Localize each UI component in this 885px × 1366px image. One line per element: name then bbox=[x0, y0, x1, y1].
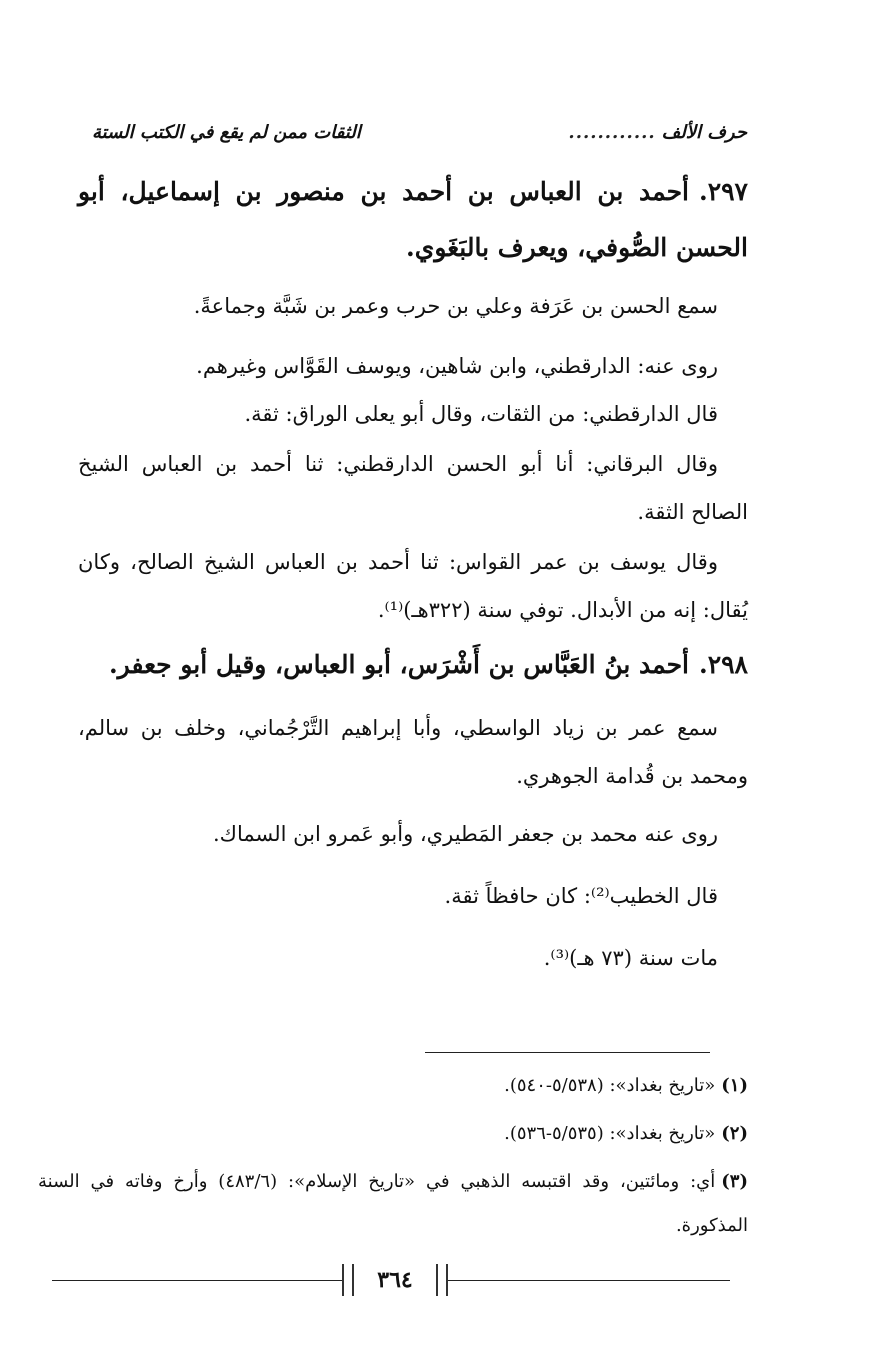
header-dots: ............ bbox=[568, 121, 656, 143]
footnote-3-text: أي: ومائتين، وقد اقتبسه الذهبي في «تاريخ الإسلام»: (٤٨٣/٦) وأرخ وفاته في السنة المذكورة. bbox=[38, 1171, 748, 1236]
footnote-separator bbox=[425, 1052, 710, 1053]
bottom-rule-left bbox=[52, 1280, 342, 1281]
ornament-right bbox=[436, 1264, 448, 1296]
book-title: الثقات ممن لم يقع في الكتب الستة bbox=[92, 121, 361, 143]
entry-297-name: أحمد بن العباس بن أحمد بن منصور بن إسماعيل، أبو الحسن الصُّوفي، ويعرف بالبَغَوي. bbox=[78, 177, 748, 262]
page-number: ٣٦٤ bbox=[377, 1267, 413, 1293]
bottom-rule-right bbox=[448, 1280, 730, 1281]
running-header bbox=[92, 112, 747, 152]
footnote-2-text: «تاريخ بغداد»: (٥/٥٣٥-٥٣٦). bbox=[504, 1123, 716, 1144]
chapter-title: حرف الألف bbox=[661, 121, 747, 143]
entry-297-para-5: وقال يوسف بن عمر القواس: ثنا أحمد بن العباس الشيخ الصالح، وكان يُقال: إنه من الأبدال. توفي سنة (٣٢٢هـ)⁽¹⁾. bbox=[78, 550, 748, 622]
entry-297-para-2: روى عنه: الدارقطني، وابن شاهين، ويوسف القَوَّاس وغيرهم. bbox=[196, 354, 718, 378]
entry-297-para-4: وقال البرقاني: أنا أبو الحسن الدارقطني: ثنا أحمد بن العباس الشيخ الصالح الثقة. bbox=[78, 452, 748, 524]
entry-298-para-3: قال الخطيب⁽²⁾: كان حافظاً ثقة. bbox=[444, 884, 718, 908]
footnote-1-text: «تاريخ بغداد»: (٥/٥٣٨-٥٤٠). bbox=[504, 1075, 716, 1096]
footnote-2 bbox=[38, 1112, 748, 1156]
entry-297-para-3: قال الدارقطني: من الثقات، وقال أبو يعلى الوراق: ثقة. bbox=[244, 402, 718, 426]
entry-297-para-1: سمع الحسن بن عَرَفة وعلي بن حرب وعمر بن شَبَّة وجماعةً. bbox=[193, 294, 718, 318]
entry-298-para-1: سمع عمر بن زياد الواسطي، وأبا إبراهيم التَّرْجُماني، وخلف بن سالم، ومحمد بن قُدامة الجوهري. bbox=[78, 716, 748, 788]
footnote-3 bbox=[38, 1160, 748, 1248]
entry-298-name: أحمد بنُ العَبَّاس بن أَشْرَس، أبو العباس، وقيل أبو جعفر. bbox=[108, 650, 689, 679]
entry-298-para-2: روى عنه محمد بن جعفر المَطيري، وأبو عَمرو ابن السماك. bbox=[212, 822, 718, 846]
entry-298-number: ٢٩٨. bbox=[698, 650, 748, 679]
entry-298-title bbox=[78, 637, 748, 693]
footnote-1 bbox=[38, 1064, 748, 1108]
footnote-3-marker: (٣) bbox=[721, 1171, 748, 1192]
footnote-2-marker: (٢) bbox=[721, 1123, 748, 1144]
footnote-1-marker: (١) bbox=[721, 1075, 748, 1096]
entry-298-para-4: مات سنة (٧٣ هـ)⁽³⁾. bbox=[543, 946, 718, 970]
entry-297-number: ٢٩٧. bbox=[698, 177, 748, 206]
entry-297-title bbox=[78, 164, 748, 276]
